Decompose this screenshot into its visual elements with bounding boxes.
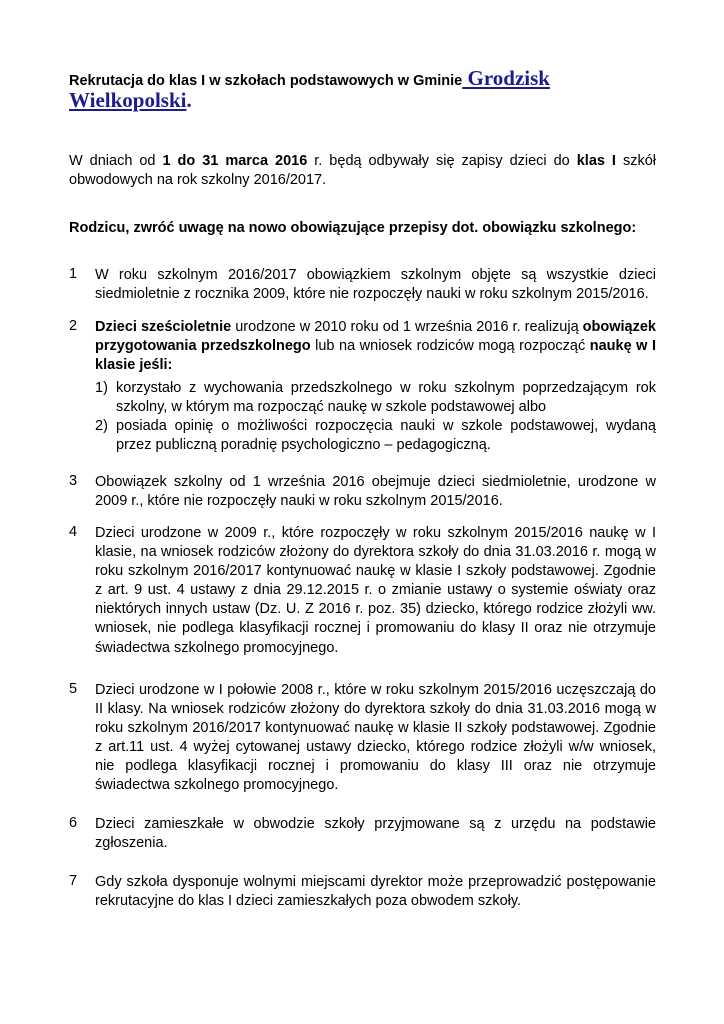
item-number-5: 5 bbox=[69, 681, 78, 697]
sublist-text-2: posiada opinię o możliwości rozpoczęcia nauki w szkole podstawowej, wydaną przez publiczną poradnię psychologiczno – pedagogiczną. bbox=[116, 418, 656, 453]
wielkopolski-link[interactable]: Wielkopolski bbox=[69, 88, 187, 112]
intro-klas: klas I bbox=[576, 153, 616, 169]
item2-bold-3: naukę w I klasie jeśli: bbox=[95, 338, 656, 373]
item-number-7: 7 bbox=[69, 873, 78, 889]
section-heading: Rodzicu, zwróć uwagę na nowo obowiązujące przepisy dot. obowiązku szkolnego: bbox=[69, 220, 637, 236]
item2-text-1: urodzone w 2010 roku od 1 września 2016 r. realizują bbox=[231, 319, 583, 335]
item-text-2 bbox=[95, 318, 656, 375]
item-text-4: Dzieci urodzone w 2009 r., które rozpoczęły w roku szkolnym 2015/2016 naukę w I klasie, na wniosek rodziców złożony do dyrektora szkoły do dnia 31.03.2016 r. mogą w roku szkolnym 2016/2017 kontynuować naukę w klasie I szkoły podstawowej. Zgodnie z art. 9 ust. 4 ustawy z dnia 29.12.2015 r. o zmianie ustawy o systemie oświaty oraz niektórych innych ustaw (Dz. U. Z 2016 r. poz. 35) dziecko, którego rodzice złożyli ww. wniosek, nie podlega klasyfikacji rocznej i promowaniu do klasy II oraz nie otrzymuje świadectwa szkolnego promocyjnego. bbox=[95, 525, 656, 656]
item-number-4: 4 bbox=[69, 524, 78, 540]
item-text-6: Dzieci zamieszkałe w obwodzie szkoły przyjmowane są z urzędu na podstawie zgłoszenia. bbox=[95, 816, 656, 851]
grodzisk-link[interactable]: Grodzisk bbox=[462, 66, 550, 90]
item-text-5: Dzieci urodzone w I połowie 2008 r., które w roku szkolnym 2015/2016 uczęszczają do II klasy. Na wniosek rodziców złożony do dyrektora szkoły do dnia 31.03.2016 mogą w roku szkolnym 2016/2017 kontynuować naukę w klasie II szkoły podstawowej. Zgodnie z art.11 ust. 4 wyżej cytowanej ustawy dziecko, którego rodzice złożyli w/w wniosek, nie podlega klasyfikacji rocznej i promowaniu do klasy III oraz nie otrzymuje świadectwa szkolnego promocyjnego. bbox=[95, 682, 656, 793]
intro-paragraph bbox=[69, 152, 656, 190]
item-text-7: Gdy szkoła dysponuje wolnymi miejscami dyrektor może przeprowadzić postępowanie rekrutacyjne do klas I dzieci zamieszkałych poza obwodem szkoły. bbox=[95, 874, 656, 909]
intro-text-3: szkół obwodowych na rok szkolny 2016/2017. bbox=[69, 153, 656, 188]
sublist-item-1 bbox=[95, 379, 656, 417]
intro-dates: 1 do 31 marca 2016 bbox=[162, 153, 308, 169]
item-number-1: 1 bbox=[69, 266, 78, 282]
item-number-3: 3 bbox=[69, 473, 78, 489]
title-prefix: Rekrutacja do klas I w szkołach podstawowych w Gminie bbox=[69, 73, 463, 89]
page-title-line2 bbox=[69, 88, 192, 113]
intro-text-1: W dniach od bbox=[69, 153, 163, 169]
intro-text-2: r. będą odbywały się zapisy dzieci do bbox=[307, 153, 577, 169]
sublist-number-2: 2) bbox=[95, 418, 108, 434]
sublist bbox=[95, 379, 656, 455]
sublist-item-2 bbox=[95, 417, 656, 455]
sublist-text-1: korzystało z wychowania przedszkolnego w roku szkolnym poprzedzającym rok szkolny, w którym ma rozpocząć naukę w szkole podstawowej albo bbox=[116, 380, 656, 415]
title-dot: . bbox=[186, 88, 192, 112]
item2-bold-2: obowiązek przygotowania przedszkolnego bbox=[95, 319, 656, 354]
sublist-number-1: 1) bbox=[95, 380, 108, 396]
item-number-6: 6 bbox=[69, 815, 78, 831]
item-text-1: W roku szkolnym 2016/2017 obowiązkiem szkolnym objęte są wszystkie dzieci siedmioletnie z rocznika 2009, które nie rozpoczęły nauki w roku szkolnym 2015/2016. bbox=[95, 267, 656, 302]
item2-text-2: lub na wniosek rodziców mogą rozpocząć bbox=[310, 338, 590, 354]
item2-bold-1: Dzieci sześcioletnie bbox=[95, 319, 232, 335]
item-number-2: 2 bbox=[69, 318, 78, 334]
item-text-3: Obowiązek szkolny od 1 września 2016 obejmuje dzieci siedmioletnie, urodzone w 2009 r., które nie rozpoczęły nauki w roku szkolnym 2015/2016. bbox=[95, 474, 656, 509]
